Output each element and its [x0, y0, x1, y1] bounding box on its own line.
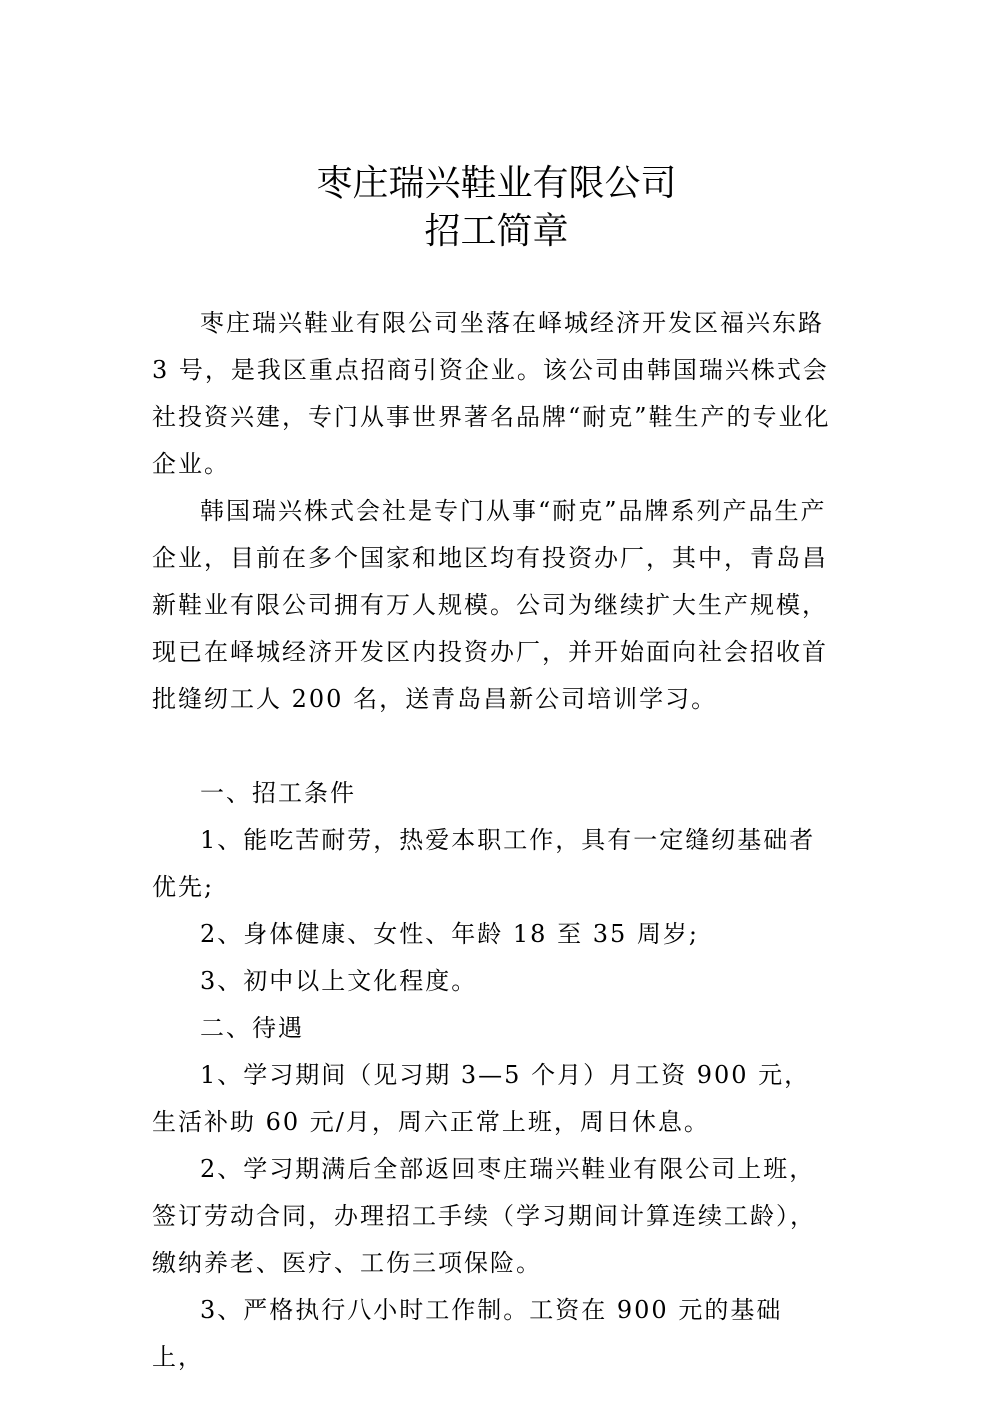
- company-name-title: 枣庄瑞兴鞋业有限公司: [316, 163, 677, 204]
- list-item: 3、初中以上文化程度。: [200, 967, 478, 995]
- list-item: 1、学习期间（见习期 3—5 个月）月工资 900 元，生活补助 60 元/月，周六正常上班，周日休息。: [152, 1061, 811, 1136]
- document-title: [0, 160, 993, 256]
- list-item: 1、能吃苦耐劳，热爱本职工作，具有一定缝纫基础者优先;: [152, 826, 816, 901]
- list-item: 2、身体健康、女性、年龄 18 至 35 周岁;: [200, 920, 699, 948]
- intro-paragraph: 枣庄瑞兴鞋业有限公司坐落在峄城经济开发区福兴东路 3 号，是我区重点招商引资企业。该公司由韩国瑞兴株式会社投资兴建，专门从事世界著名品牌“耐克”鞋生产的专业化企业。: [152, 309, 831, 478]
- paragraph-spacer: [152, 723, 832, 770]
- list-item: 2、学习期满后全部返回枣庄瑞兴鞋业有限公司上班，签订劳动合同，办理招工手续（学习期间计算连续工龄），缴纳养老、医疗、工伤三项保险。: [152, 1155, 816, 1277]
- list-item: 3、严格执行八小时工作制。工资在 900 元的基础上，: [152, 1296, 783, 1371]
- intro-paragraph: 韩国瑞兴株式会社是专门从事“耐克”品牌系列产品生产企业，目前在多个国家和地区均有投资办厂，其中，青岛昌新鞋业有限公司拥有万人规模。公司为继续扩大生产规模，现已在峄城经济开发区内投资办厂，并开始面向社会招收首批缝纫工人 200 名，送青岛昌新公司培训学习。: [152, 497, 828, 713]
- document-body: [152, 300, 832, 1381]
- recruitment-notice-title: 招工简章: [424, 211, 569, 252]
- section-heading: 二、待遇: [200, 1014, 304, 1042]
- section-heading: 一、招工条件: [200, 779, 356, 807]
